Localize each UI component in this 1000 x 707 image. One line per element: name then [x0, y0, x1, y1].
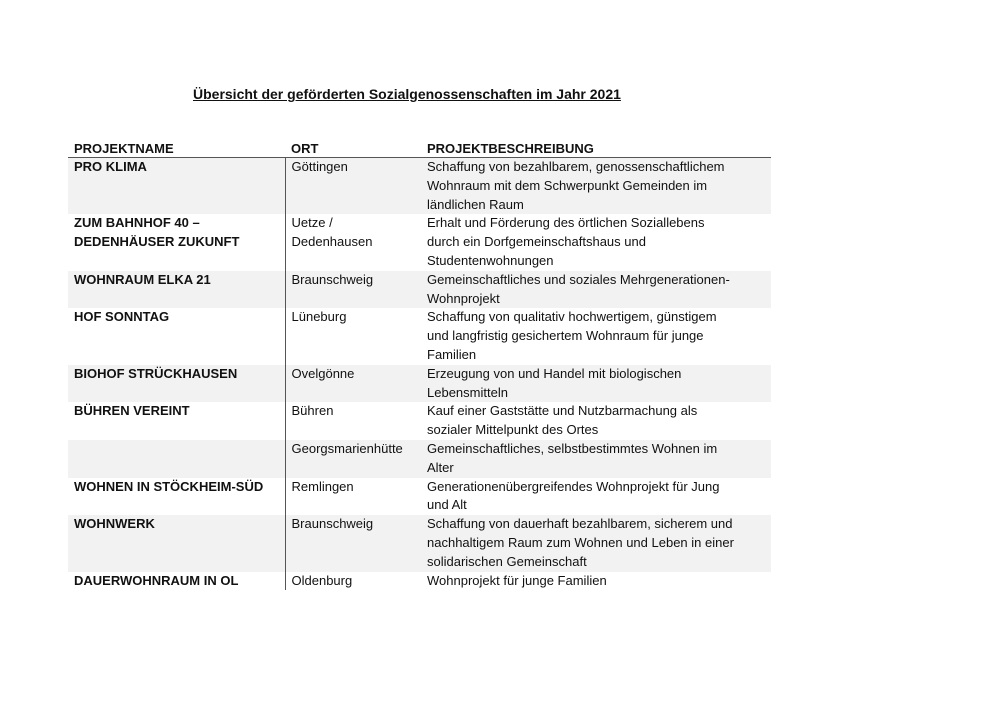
project-description: Gemeinschaftliches, selbstbestimmtes Wohnen im Alter — [421, 440, 771, 478]
project-name: PRO KLIMA — [68, 158, 285, 215]
project-description: Schaffung von bezahlbarem, genossenschaftlichem Wohnraum mit dem Schwerpunkt Gemeinden im ländlichen Raum — [421, 158, 771, 215]
project-name: BÜHREN VEREINT — [74, 403, 190, 419]
table-row — [68, 515, 771, 571]
project-description: Wohnprojekt für junge Familien — [427, 572, 607, 588]
project-name: WOHNWERK — [68, 515, 285, 571]
project-name: WOHNEN IN STÖCKHEIM-SÜD — [74, 478, 264, 494]
project-name: DAUERWOHNRAUM IN OL — [74, 572, 239, 588]
project-name: BIOHOF STRÜCKHAUSEN — [68, 365, 285, 403]
table-row — [68, 478, 771, 516]
project-location: Göttingen — [285, 158, 421, 215]
project-location: Georgsmarienhütte — [285, 440, 421, 478]
project-description: Schaffung von qualitativ hochwertigem, günstigem und langfristig gesichertem Wohnraum für junge Familien — [427, 309, 717, 362]
table-row — [68, 271, 771, 309]
project-location: Ovelgönne — [285, 365, 421, 403]
header-projektbeschreibung: PROJEKTBESCHREIBUNG — [421, 139, 771, 158]
project-name: ZUM BAHNHOF 40 – DEDENHÄUSER ZUKUNFT — [74, 215, 240, 250]
project-description: Generationenübergreifendes Wohnprojekt für Jung und Alt — [427, 478, 720, 513]
table-row — [68, 440, 771, 478]
project-name: HOF SONNTAG — [74, 309, 170, 325]
table-row — [68, 308, 771, 364]
table-row — [68, 158, 771, 215]
project-location: Remlingen — [285, 478, 421, 516]
table-row — [68, 402, 771, 440]
projects-table-container — [68, 139, 771, 590]
project-location: Bühren — [285, 402, 421, 440]
project-location: Uetze / Dedenhausen — [285, 214, 421, 270]
project-name: WOHNRAUM ELKA 21 — [68, 271, 285, 309]
header-projektname: PROJEKTNAME — [68, 139, 285, 158]
table-row — [68, 365, 771, 403]
project-location: Braunschweig — [285, 271, 421, 309]
project-description: Erhalt und Förderung des örtlichen Soziallebens durch ein Dorfgemeinschaftshaus und Studentenwohnungen — [427, 215, 705, 268]
project-description: Erzeugung von und Handel mit biologischen Lebensmitteln — [421, 365, 771, 403]
project-location: Lüneburg — [285, 308, 421, 364]
table-row — [68, 214, 771, 270]
projects-table — [68, 139, 771, 590]
project-location: Oldenburg — [285, 572, 421, 591]
table-header-row — [68, 139, 771, 158]
project-description: Schaffung von dauerhaft bezahlbarem, sicherem und nachhaltigem Raum zum Wohnen und Leben in einer solidarischen Gemeinschaft — [421, 515, 771, 571]
header-ort: ORT — [285, 139, 421, 158]
project-description: Kauf einer Gaststätte und Nutzbarmachung als sozialer Mittelpunkt des Ortes — [427, 403, 698, 438]
project-location: Braunschweig — [285, 515, 421, 571]
document-title: Übersicht der geförderten Sozialgenossenschaften im Jahr 2021 — [193, 86, 621, 102]
project-name — [68, 440, 285, 478]
project-description: Gemeinschaftliches und soziales Mehrgenerationen- Wohnprojekt — [421, 271, 771, 309]
table-row — [68, 572, 771, 591]
